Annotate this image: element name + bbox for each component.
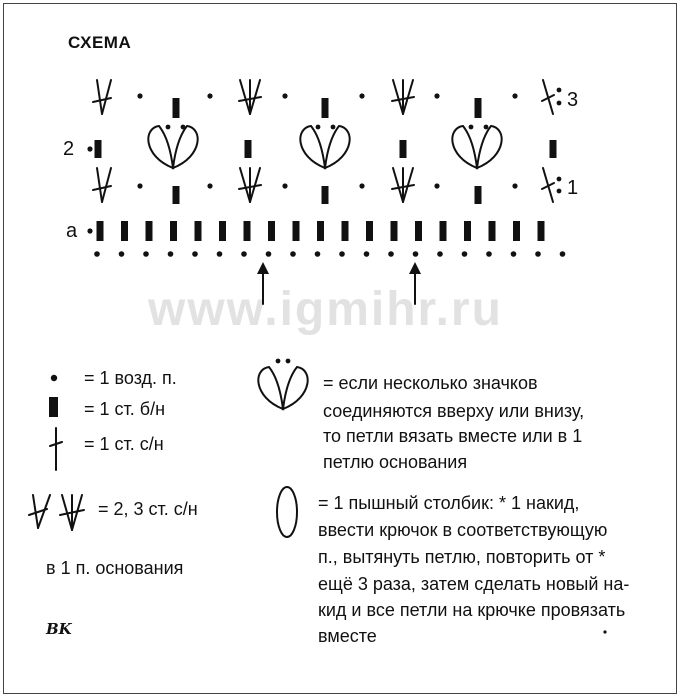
arrow-up: [409, 262, 421, 304]
puff-stitch-oval: [325, 126, 350, 168]
single-crochet-bar: [170, 221, 177, 241]
watermark: www.igmihr.ru: [148, 283, 503, 336]
legend-puff-line-2: ввести крючок в соответствующую: [318, 520, 608, 540]
single-crochet-bar: [293, 221, 300, 241]
legend-joined-line-2: соединяются вверху или внизу,: [323, 401, 585, 421]
chain-dot: [557, 189, 562, 194]
stitch-stroke: [240, 80, 250, 114]
joined-puff-tulip: [452, 126, 501, 168]
dc-cluster-3: [392, 168, 414, 202]
row-label-1: 1: [567, 177, 579, 199]
single-crochet-bar: [475, 98, 482, 118]
puff-stitch-oval: [300, 126, 325, 168]
chain-dot: [276, 359, 281, 364]
legend-cluster-text-2: в 1 п. основания: [46, 558, 184, 578]
chain-dot: [557, 101, 562, 106]
stitch-stroke: [93, 186, 111, 190]
chain-dot: [331, 125, 336, 130]
chain-dot: [241, 251, 247, 257]
dc-cluster-3: [239, 80, 261, 114]
chain-dot: [51, 375, 57, 381]
legend-puff-line-1: = 1 пышный столбик: * 1 накид,: [318, 493, 580, 513]
puff-stitch-oval: [477, 126, 502, 168]
chain-dot: [469, 125, 474, 130]
chain-dot: [87, 146, 92, 151]
stitch-stroke: [393, 168, 403, 202]
double-crochet-cross: [542, 80, 554, 114]
row-label-a: а: [66, 220, 78, 242]
chain-dot: [94, 251, 100, 257]
chain-dot: [364, 251, 370, 257]
single-crochet-bar: [538, 221, 545, 241]
single-crochet-bar: [317, 221, 324, 241]
single-crochet-bar: [244, 221, 251, 241]
single-crochet-bar: [245, 140, 252, 158]
single-crochet-bar: [415, 221, 422, 241]
legend-puff-line-6: вместе: [318, 626, 377, 646]
chain-dot: [339, 251, 345, 257]
double-crochet-cross: [542, 168, 554, 202]
single-crochet-bar: [391, 221, 398, 241]
legend-dc-text: = 1 ст. с/н: [84, 434, 164, 454]
single-crochet-bar: [173, 186, 180, 204]
row-label-3: 3: [567, 89, 579, 111]
single-crochet-bar: [146, 221, 153, 241]
chain-dot: [290, 251, 296, 257]
stitch-stroke: [93, 98, 111, 102]
chain-dot: [557, 177, 562, 182]
chain-dot: [316, 125, 321, 130]
dc-cluster-v: [29, 495, 50, 528]
single-crochet-bar: [550, 140, 557, 158]
chain-dot: [603, 630, 606, 633]
legend-sc-text: = 1 ст. б/н: [84, 399, 166, 419]
single-crochet-bar: [366, 221, 373, 241]
double-crochet-cross: [50, 428, 62, 470]
chain-dot: [119, 251, 125, 257]
legend-puff-line-5: кид и все петли на крючке провязать: [318, 600, 626, 620]
single-crochet-bar: [219, 221, 226, 241]
stitch-stroke: [102, 80, 111, 114]
single-crochet-bar: [173, 98, 180, 118]
chain-dot: [282, 93, 287, 98]
single-crochet-bar: [121, 221, 128, 241]
joined-puff-tulip: [300, 126, 349, 168]
legend-joined-line-4: петлю основания: [323, 452, 468, 472]
legend-joined-line-3: то петли вязать вместе или в 1: [323, 426, 583, 446]
chain-dot: [560, 251, 566, 257]
chain-dot: [137, 93, 142, 98]
signature: BK: [46, 620, 72, 638]
chain-dot: [166, 125, 171, 130]
chain-dot: [413, 251, 419, 257]
dc-cluster-v: [93, 80, 111, 114]
joined-puff-tulip: [148, 126, 197, 168]
dc-cluster-v: [93, 168, 111, 202]
chain-dot: [462, 251, 468, 257]
legend-joined-line-1: = если несколько значков: [323, 373, 538, 393]
dc-cluster-3: [60, 495, 84, 530]
chain-dot: [87, 228, 92, 233]
single-crochet-bar: [513, 221, 520, 241]
arrow-up: [257, 262, 269, 304]
chain-dot: [486, 251, 492, 257]
chain-dot: [434, 183, 439, 188]
chain-dot: [512, 183, 517, 188]
stitch-stroke: [102, 168, 111, 202]
chain-dot: [557, 88, 562, 93]
chain-dot: [359, 183, 364, 188]
stitch-stroke: [393, 80, 403, 114]
chain-dot: [437, 251, 443, 257]
single-crochet-bar: [489, 221, 496, 241]
row-label-2: 2: [63, 138, 75, 160]
chain-dot: [192, 251, 198, 257]
chain-dot: [168, 251, 174, 257]
chain-dot: [266, 251, 272, 257]
legend-puff-line-3: п., вытянуть петлю, повторить от *: [318, 547, 606, 567]
chain-dot: [388, 251, 394, 257]
chain-dot: [207, 93, 212, 98]
single-crochet-bar: [195, 221, 202, 241]
arrow-head: [409, 262, 421, 274]
chain-dot: [181, 125, 186, 130]
puff-stitch-oval: [148, 126, 173, 168]
dc-cluster-3: [239, 168, 261, 202]
chain-dot: [359, 93, 364, 98]
dc-cluster-3: [392, 80, 414, 114]
diagram-title: СХЕМА: [68, 33, 132, 52]
chain-dot: [315, 251, 321, 257]
chain-dot: [512, 93, 517, 98]
stitch-stroke: [97, 168, 102, 202]
legend-puff-line-4: ещё 3 раза, затем сделать новый на-: [318, 574, 630, 594]
joined-puff-tulip: [258, 367, 307, 409]
stitch-stroke: [97, 80, 102, 114]
puff-stitch-oval: [173, 126, 198, 168]
chain-dot: [282, 183, 287, 188]
single-crochet-bar: [475, 186, 482, 204]
arrow-head: [257, 262, 269, 274]
chain-dot: [207, 183, 212, 188]
chain-dot: [143, 251, 149, 257]
single-crochet-bar: [49, 397, 58, 417]
single-crochet-bar: [97, 221, 104, 241]
puff-stitch-oval: [452, 126, 477, 168]
single-crochet-bar: [322, 98, 329, 118]
puff-stitch-oval: [283, 367, 308, 409]
single-crochet-bar: [322, 186, 329, 204]
single-crochet-bar: [400, 140, 407, 158]
chain-dot: [434, 93, 439, 98]
single-crochet-bar: [342, 221, 349, 241]
chain-dot: [286, 359, 291, 364]
single-crochet-bar: [268, 221, 275, 241]
chain-dot: [137, 183, 142, 188]
puff-stitch-oval: [277, 487, 297, 537]
legend-cluster-text: = 2, 3 ст. с/н: [98, 499, 198, 519]
single-crochet-bar: [95, 140, 102, 158]
legend-chain-text: = 1 возд. п.: [84, 368, 177, 388]
puff-stitch-oval: [258, 367, 283, 409]
single-crochet-bar: [464, 221, 471, 241]
chain-dot: [511, 251, 517, 257]
stitch-stroke: [240, 168, 250, 202]
chain-dot: [535, 251, 541, 257]
single-crochet-bar: [440, 221, 447, 241]
chain-dot: [217, 251, 223, 257]
chain-dot: [484, 125, 489, 130]
